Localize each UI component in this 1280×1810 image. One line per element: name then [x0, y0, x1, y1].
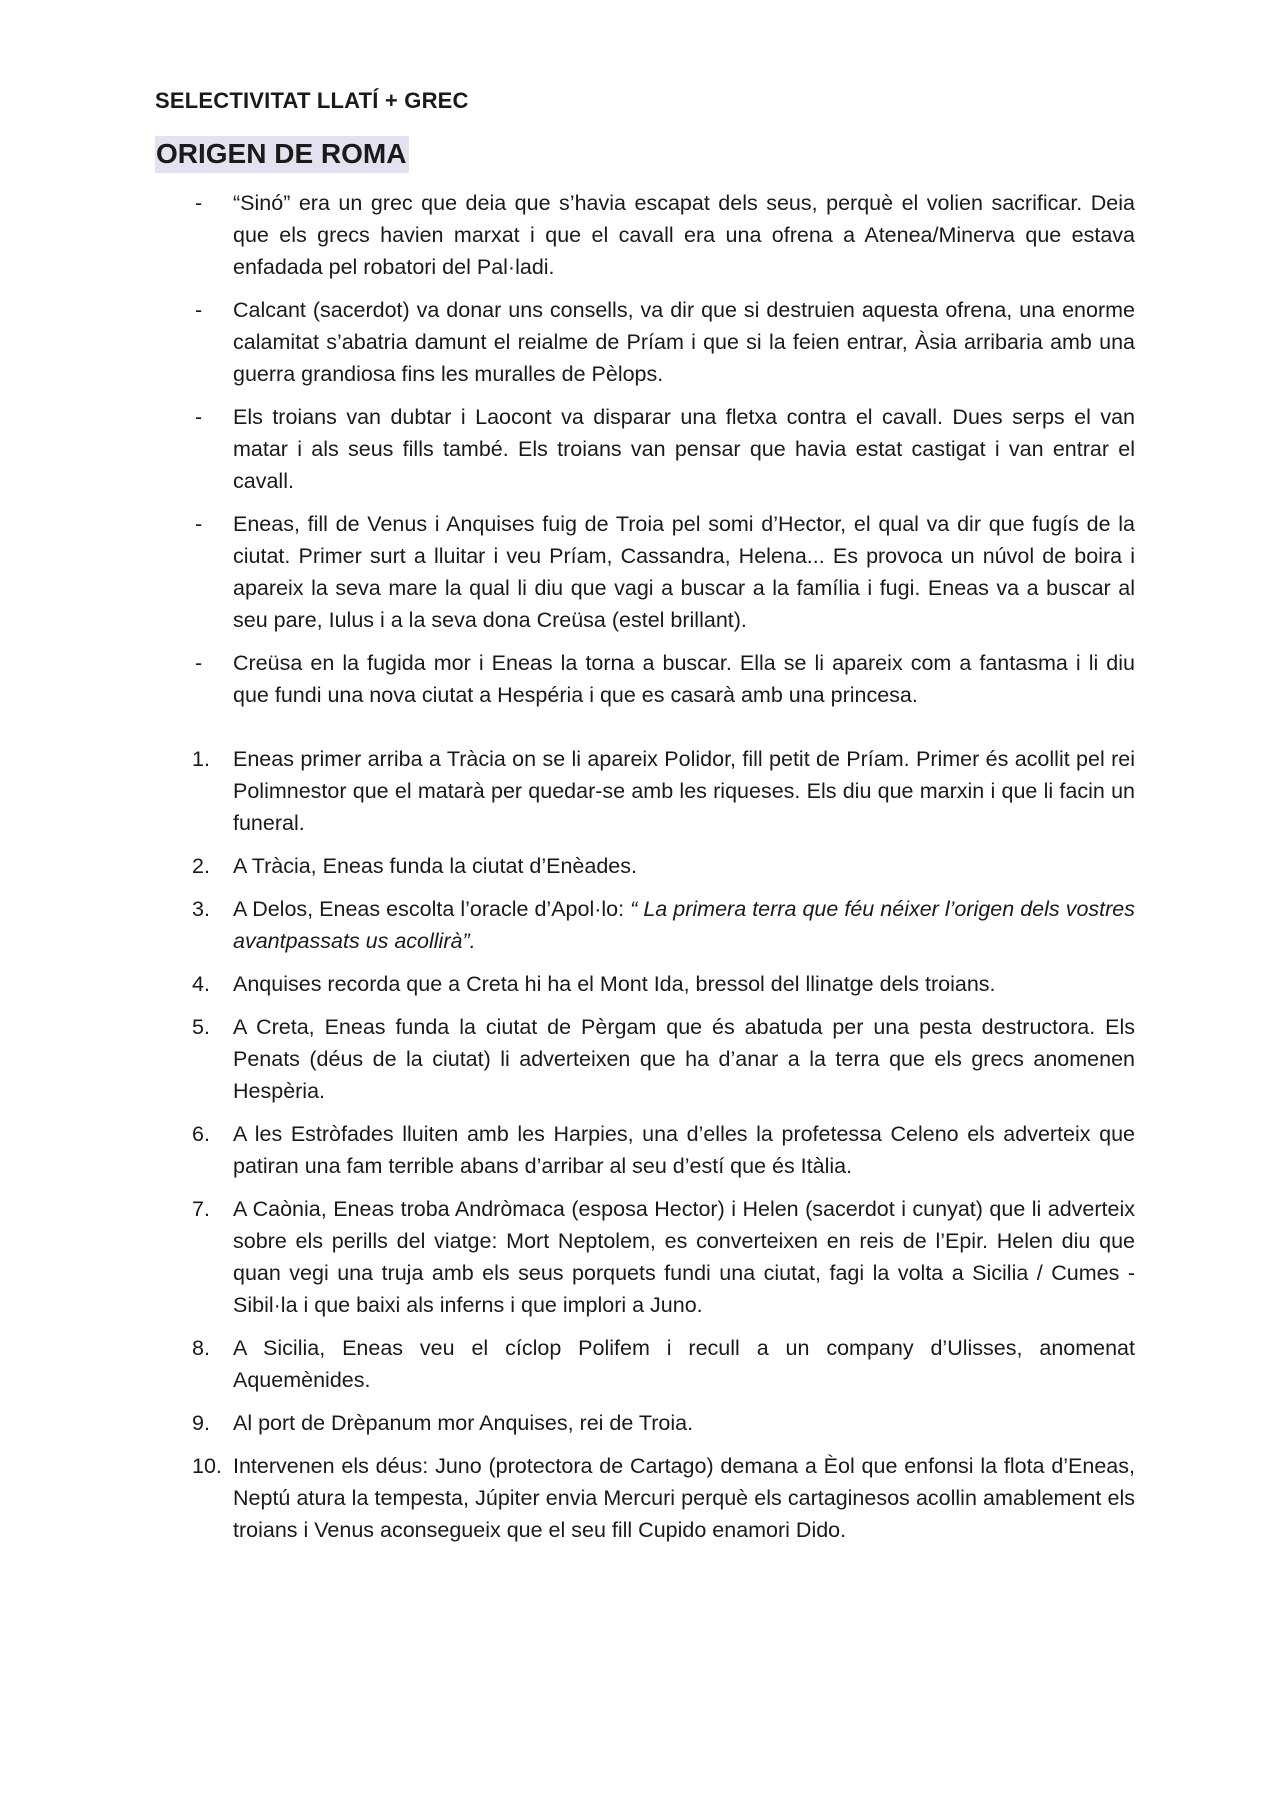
item-number: 8. [192, 1335, 210, 1360]
numbered-item [155, 1332, 1135, 1396]
item-number: 5. [192, 1014, 210, 1039]
numbered-item [155, 1011, 1135, 1107]
document-header: SELECTIVITAT LLATÍ + GREC [155, 88, 469, 113]
item-number: 10. [192, 1453, 222, 1478]
bullet-item [155, 647, 1135, 711]
bullet-marker: - [195, 404, 203, 429]
item-text: A Sicilia, Eneas veu el cíclop Polifem i recull a un company d’Ulisses, anomenat Aquemènides. [233, 1335, 1135, 1392]
bullet-text: Calcant (sacerdot) va donar uns consells, va dir que si destruien aquesta ofrena, una enorme calamitat s’abatria damunt el reialme de Príam i que si la feien entrar, Àsia arribaria amb una guerra grandiosa fins les muralles de Pèlops. [233, 297, 1135, 386]
bullet-text: Els troians van dubtar i Laocont va disparar una fletxa contra el cavall. Dues serps el van matar i als seus fills també. Els troians van pensar que havia estat castigat i van entrar el cavall. [233, 404, 1135, 493]
bullet-item [155, 401, 1135, 497]
item-text: Anquises recorda que a Creta hi ha el Mont Ida, bressol del llinatge dels troians. [233, 971, 996, 996]
numbered-item [155, 893, 1135, 957]
numbered-item [155, 968, 1135, 1000]
item-text: A Creta, Eneas funda la ciutat de Pèrgam que és abatuda per una pesta destructora. Els Penats (déus de la ciutat) li adverteixen que ha d’anar a la terra que els grecs anomenen Hespèria. [233, 1014, 1135, 1103]
item-text: Al port de Drèpanum mor Anquises, rei de Troia. [233, 1410, 694, 1435]
numbered-item [155, 1407, 1135, 1439]
bullet-item [155, 508, 1135, 636]
numbered-list [155, 743, 1135, 1546]
bullet-text: Creüsa en la fugida mor i Eneas la torna a buscar. Ella se li apareix com a fantasma i li diu que fundi una nova ciutat a Hespéria i que es casarà amb una princesa. [233, 650, 1135, 707]
bullet-marker: - [195, 297, 203, 322]
item-number: 4. [192, 971, 210, 996]
numbered-item [155, 1193, 1135, 1321]
bullet-item [155, 187, 1135, 283]
bullet-list [155, 187, 1135, 711]
item-text: A Tràcia, Eneas funda la ciutat d’Enèades. [233, 853, 637, 878]
bullet-marker: - [195, 190, 203, 215]
item-number: 9. [192, 1410, 210, 1435]
bullet-text: “Sinó” era un grec que deia que s’havia escapat dels seus, perquè el volien sacrificar. Deia que els grecs havien marxat i que el cavall era una ofrena a Atenea/Minerva que estava enfadada pel robatori del Pal·ladi. [233, 190, 1135, 279]
bullet-item [155, 294, 1135, 390]
item-text: A Delos, Eneas escolta l’oracle d’Apol·lo: [233, 896, 631, 921]
item-text: A Caònia, Eneas troba Andròmaca (esposa Hector) i Helen (sacerdot i cunyat) que li adverteix sobre els perills del viatge: Mort Neptolem, es converteixen en reis de l’Epir. Helen diu que quan vegi una truja amb els seus porquets fundi una ciutat, fagi la volta a Sicilia / Cumes - Sibil·la i que baixi als inferns i que implori a Juno. [233, 1196, 1135, 1317]
item-number: 3. [192, 896, 210, 921]
bullet-text: Eneas, fill de Venus i Anquises fuig de Troia pel somi d’Hector, el qual va dir que fugís de la ciutat. Primer surt a lluitar i veu Príam, Cassandra, Helena... Es provoca un núvol de boira i apareix la seva mare la qual li diu que vagi a buscar a la família i fugi. Eneas va a buscar al seu pare, Iulus i a la seva dona Creüsa (estel brillant). [233, 511, 1135, 632]
oracle-quote: “ La primera terra que féu néixer l’origen dels vostres avantpassats us acollirà”. [233, 896, 1135, 953]
item-number: 7. [192, 1196, 210, 1221]
numbered-item [155, 850, 1135, 882]
item-text: Intervenen els déus: Juno (protectora de Cartago) demana a Èol que enfonsi la flota d’Eneas, Neptú atura la tempesta, Júpiter envia Mercuri perquè els cartaginesos acollin amablement els troians i Venus aconsegueix que el seu fill Cupido enamori Dido. [233, 1453, 1135, 1542]
document-page [155, 88, 1135, 1557]
bullet-marker: - [195, 650, 203, 675]
numbered-item [155, 1118, 1135, 1182]
item-text: A les Estròfades lluiten amb les Harpies, una d’elles la profetessa Celeno els adverteix que patiran una fam terrible abans d’arribar al seu d’estí que és Itàlia. [233, 1121, 1135, 1178]
item-text: Eneas primer arriba a Tràcia on se li apareix Polidor, fill petit de Príam. Primer és acollit pel rei Polimnestor que el matarà per quedar-se amb les riqueses. Els diu que marxin i que li facin un funeral. [233, 746, 1135, 835]
item-number: 1. [192, 746, 210, 771]
section-title: ORIGEN DE ROMA [155, 136, 409, 173]
item-number: 6. [192, 1121, 210, 1146]
numbered-item [155, 743, 1135, 839]
bullet-marker: - [195, 511, 203, 536]
item-number: 2. [192, 853, 210, 878]
numbered-item [155, 1450, 1135, 1546]
